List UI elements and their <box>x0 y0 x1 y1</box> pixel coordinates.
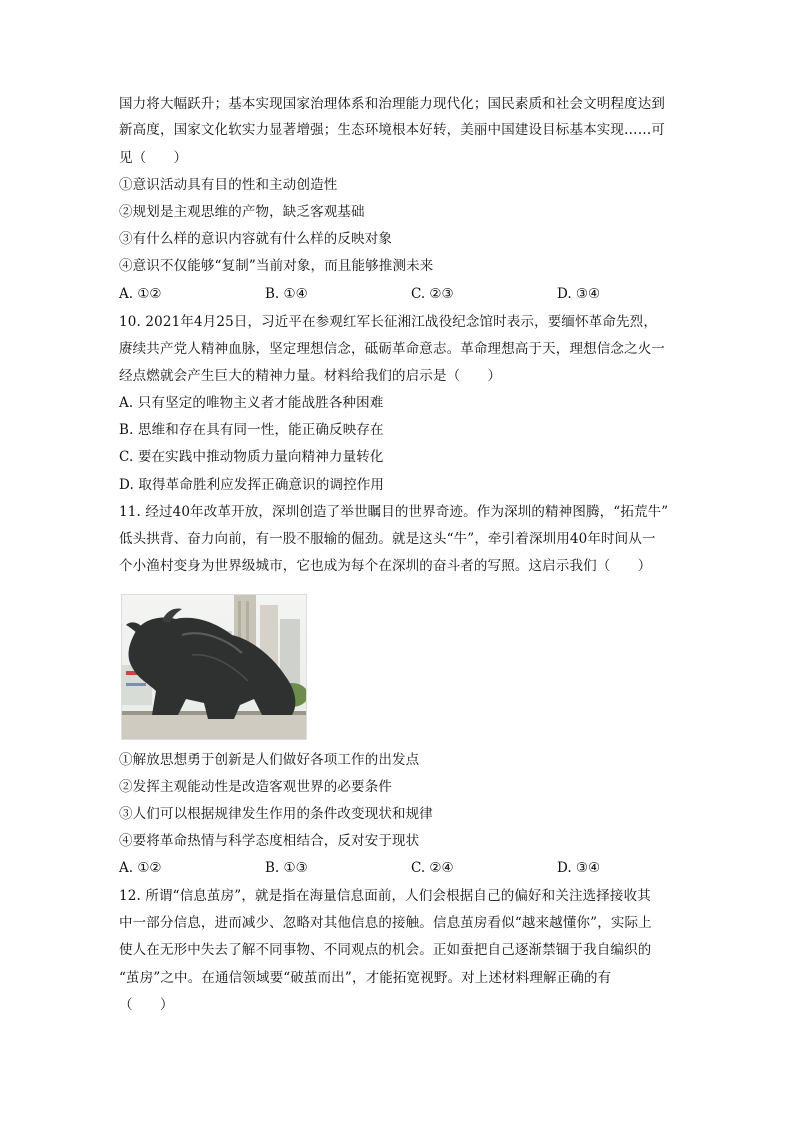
q11-option-b: B. ①③ <box>265 860 308 876</box>
intro-line: 新高度，国家文化软实力显著增强；生态环境根本好转，美丽中国建设目标基本实现……可 <box>119 122 665 138</box>
q9-item: ③有什么样的意识内容就有什么样的反映对象 <box>119 231 392 247</box>
q12-stem-line: （ ） <box>119 997 174 1013</box>
q10-stem-line: 经点燃就会产生巨大的精神力量。材料给我们的启示是（ ） <box>119 368 502 384</box>
intro-line: 国力将大幅跃升；基本实现国家治理体系和治理能力现代化；国民素质和社会文明程度达到 <box>119 96 665 112</box>
q9-option-d: D. ③④ <box>557 286 601 302</box>
q11-item: ③人们可以根据规律发生作用的条件改变现状和规律 <box>119 806 433 822</box>
q11-stem-line: 低头拱背、奋力向前，有一股不服输的倔劲。就是这头“牛”，牵引着深圳用40年时间从一 <box>119 531 656 547</box>
q9-item: ④意识不仅能够“复制”当前对象，而且能够推测未来 <box>119 258 434 274</box>
q10-option-d: D. 取得革命胜利应发挥正确意识的调控作用 <box>119 477 385 493</box>
q12-stem-line: 使人在无形中失去了解不同事物、不同观点的机会。正如蚕把自己逐渐禁锢于我自编织的 <box>119 942 652 958</box>
q11-option-d: D. ③④ <box>557 860 601 876</box>
q11-item: ②发挥主观能动性是改造客观世界的必要条件 <box>119 779 392 795</box>
q10-option-c: C. 要在实践中推动物质力量向精神力量转化 <box>119 449 384 465</box>
q12-stem-line: 中一部分信息，进而减少、忽略对其他信息的接触。信息茧房看似“越来越懂你”，实际上 <box>119 915 652 931</box>
q12-stem-line: 12. 所谓“信息茧房”，就是指在海量信息面前，人们会根据自己的偏好和关注选择接收其 <box>119 888 651 904</box>
q9-item: ①意识活动具有目的性和主动创造性 <box>119 177 338 193</box>
q11-option-c: C. ②④ <box>411 860 454 876</box>
q10-option-a: A. 只有坚定的唯物主义者才能战胜各种困难 <box>119 395 384 411</box>
q11-stem-line: 11. 经过40年改革开放，深圳创造了举世瞩目的世界奇迹。作为深圳的精神图腾，“拓荒牛” <box>119 504 669 520</box>
q10-stem-line: 10. 2021年4月25日，习近平在参观红军长征湘江战役纪念馆时表示，要缅怀革命先烈， <box>119 314 657 330</box>
q9-option-a: A. ①② <box>119 286 162 302</box>
intro-line: 见（ ） <box>119 150 188 166</box>
bull-sculpture-photo <box>121 594 307 740</box>
q9-item: ②规划是主观思维的产物，缺乏客观基础 <box>119 204 365 220</box>
q9-options <box>119 284 679 304</box>
q9-option-c: C. ②③ <box>411 286 454 302</box>
q9-option-b: B. ①④ <box>265 286 308 302</box>
q10-stem-line: 赓续共产党人精神血脉，坚定理想信念，砥砺革命意志。革命理想高于天，理想信念之火一 <box>119 341 665 357</box>
q12-stem-line: “茧房”之中。在通信领域要“破茧而出”，才能拓宽视野。对上述材料理解正确的有 <box>119 970 612 986</box>
q11-option-a: A. ①② <box>119 860 162 876</box>
q11-item: ④要将革命热情与科学态度相结合，反对安于现状 <box>119 833 420 849</box>
q10-option-b: B. 思维和存在具有同一性，能正确反映存在 <box>119 422 384 438</box>
q11-item: ①解放思想勇于创新是人们做好各项工作的出发点 <box>119 752 420 768</box>
q11-stem-line: 个小渔村变身为世界级城市，它也成为每个在深圳的奋斗者的写照。这启示我们（ ） <box>119 558 652 574</box>
q11-options <box>119 858 679 878</box>
